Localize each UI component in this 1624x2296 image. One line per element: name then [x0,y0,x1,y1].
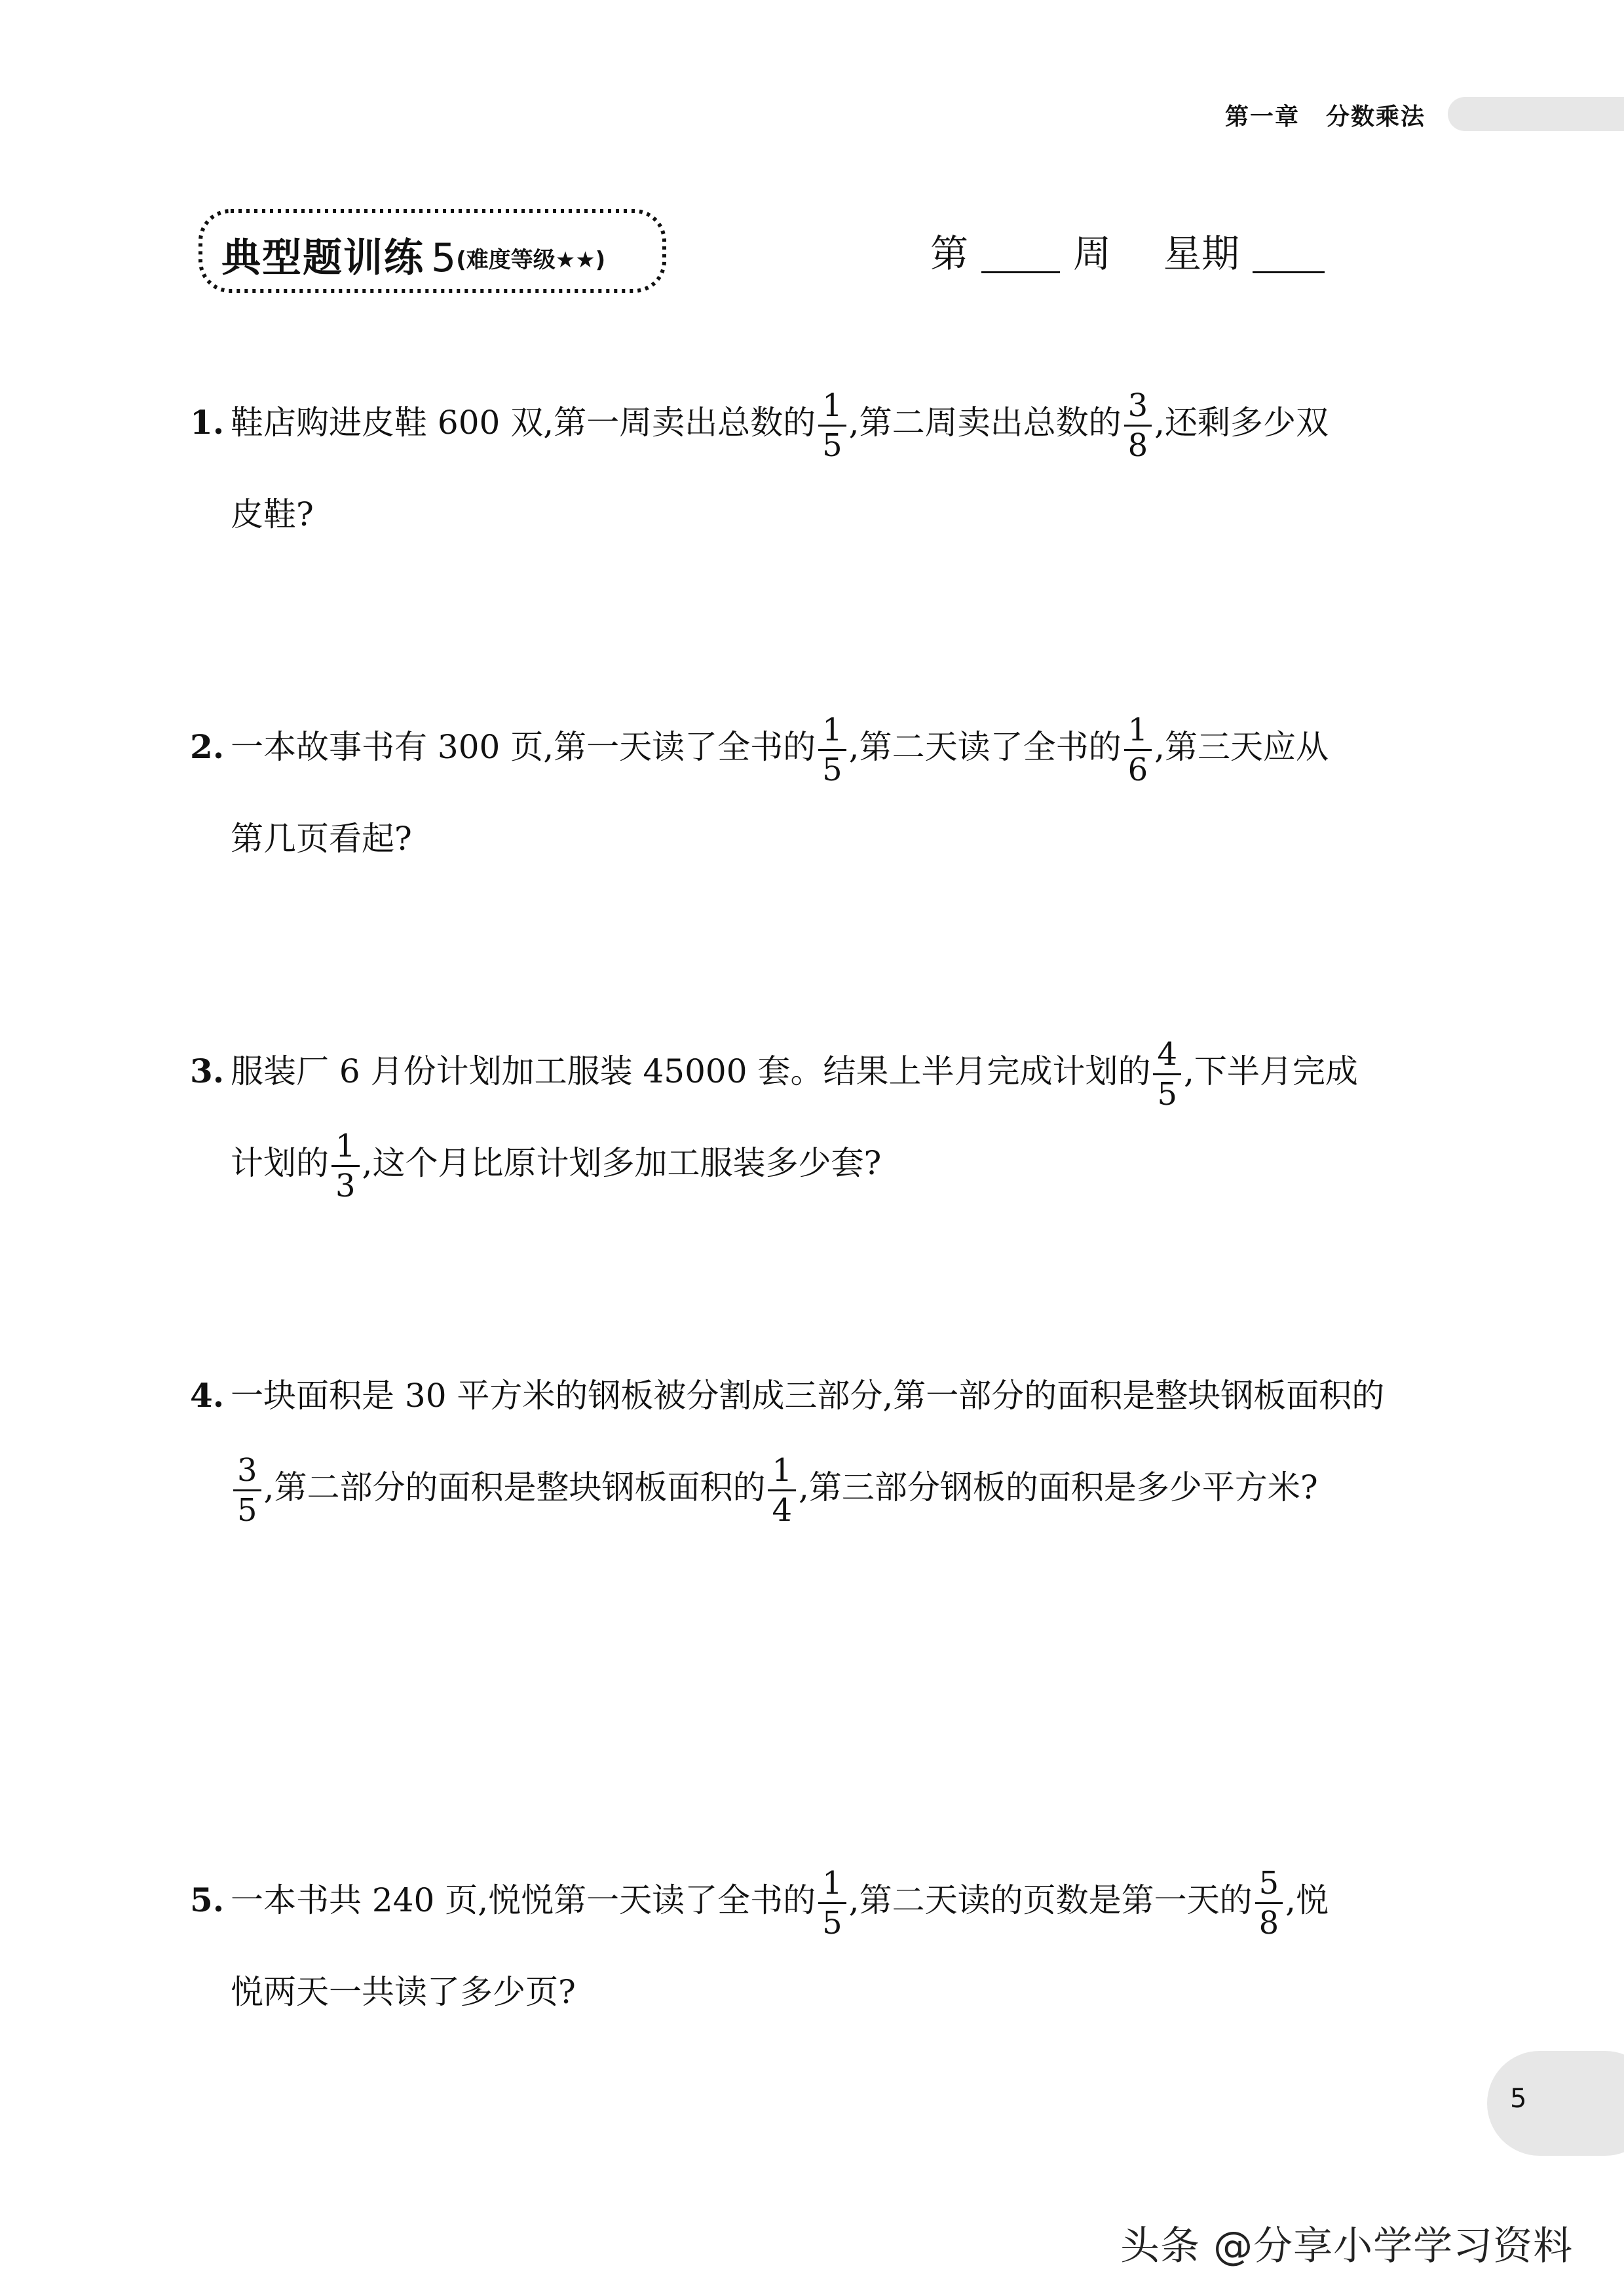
fraction-numerator: 1 [818,387,846,427]
fraction-numerator: 5 [1255,1864,1283,1904]
problem-1 [190,377,1448,560]
fraction-denominator: 3 [335,1167,356,1204]
fraction-numerator: 1 [818,711,846,751]
fraction-numerator: 1 [1124,711,1152,751]
watermark: 头条 @分享小学学习资料 [1120,2223,1574,2269]
fraction [1124,711,1152,789]
problem-text: ,第二天读了全书的 [848,728,1122,766]
fraction [818,711,846,789]
chapter-header [1225,98,1426,132]
problem-line [190,701,1448,793]
problem-line [190,1946,1448,2038]
problem-3 [190,1025,1448,1209]
problem-number: 2. [190,727,225,766]
week-prefix: 第 [930,231,969,276]
fraction-denominator: 5 [822,1904,842,1942]
fraction-denominator: 5 [1157,1075,1177,1113]
problem-line [190,377,1448,469]
fraction-denominator: 5 [822,751,842,788]
fraction [1255,1864,1283,1942]
exercise-number: 5 [431,235,457,281]
header-tab-decoration [1448,97,1624,131]
fraction [233,1451,261,1529]
chapter-topic: 分数乘法 [1326,103,1426,130]
problem-line [190,1025,1448,1117]
fraction [818,1864,846,1942]
problem-number: 3. [190,1052,225,1090]
problem-line [190,1442,1448,1533]
problem-text: 一块面积是 30 平方米的钢板被分割成三部分,第一部分的面积是整块钢板面积的 [231,1377,1385,1415]
weekday-blank[interactable] [1253,235,1325,273]
problem-text: ,下半月完成 [1184,1052,1358,1090]
problem-text: ,悦 [1285,1881,1329,1919]
fraction [331,1127,360,1205]
problem-text: ,第三天应从 [1154,728,1329,766]
problem-text: ,第二部分的面积是整块钢板面积的 [263,1468,766,1506]
fraction-numerator: 3 [1124,387,1152,427]
problem-text: ,第二天读的页数是第一天的 [848,1881,1253,1919]
fraction-denominator: 5 [237,1491,257,1529]
problem-number: 5. [190,1881,225,1919]
problem-text: 服装厂 6 月份计划加工服装 45000 套。结果上半月完成计划的 [231,1052,1151,1090]
fraction-denominator: 8 [1258,1904,1279,1942]
problem-text: ,这个月比原计划多加工服装多少套? [362,1144,882,1182]
problem-line [190,1117,1448,1209]
exercise-title: 典型题训练 [221,235,425,281]
problem-number: 1. [190,403,225,442]
week-blank[interactable] [981,235,1060,273]
problem-line [190,793,1448,885]
fraction-numerator: 1 [818,1864,846,1904]
schedule-line [930,223,1338,278]
problem-text: ,还剩多少双 [1154,404,1329,442]
problem-2 [190,701,1448,885]
problem-line [190,1854,1448,1946]
problem-5 [190,1854,1448,2038]
fraction [1153,1035,1181,1113]
difficulty-label: (难度等级★★) [456,247,606,273]
weekday-label: 星期 [1163,231,1240,276]
problem-text: 鞋店购进皮鞋 600 双,第一周卖出总数的 [231,404,816,442]
title-badge [197,207,668,295]
problem-text: ,第二周卖出总数的 [848,404,1122,442]
fraction-denominator: 8 [1127,427,1148,464]
problem-line [190,469,1448,560]
chapter-label: 第一章 [1225,103,1300,130]
problem-line [190,1350,1448,1442]
page-number-tab [1487,2051,1624,2156]
problem-4 [190,1350,1448,1533]
page-number: 5 [1510,2084,1527,2114]
problem-number: 4. [190,1376,225,1415]
fraction-numerator: 4 [1153,1035,1181,1075]
problem-text: 一本故事书有 300 页,第一天读了全书的 [231,728,816,766]
fraction-numerator: 3 [233,1451,261,1491]
fraction-denominator: 5 [822,427,842,464]
problem-text: 第几页看起? [231,820,412,858]
fraction-numerator: 1 [331,1127,360,1167]
fraction-denominator: 6 [1127,751,1148,788]
problem-text: ,第三部分钢板的面积是多少平方米? [799,1468,1318,1506]
fraction-denominator: 4 [772,1491,792,1529]
problem-text: 一本书共 240 页,悦悦第一天读了全书的 [231,1881,816,1919]
fraction-numerator: 1 [768,1451,796,1491]
week-suffix: 周 [1073,231,1112,276]
problem-text: 悦两天一共读了多少页? [231,1973,576,2011]
problem-text: 皮鞋? [231,495,314,533]
fraction [768,1451,796,1529]
fraction [1124,387,1152,465]
problem-text: 计划的 [231,1144,329,1182]
fraction [818,387,846,465]
